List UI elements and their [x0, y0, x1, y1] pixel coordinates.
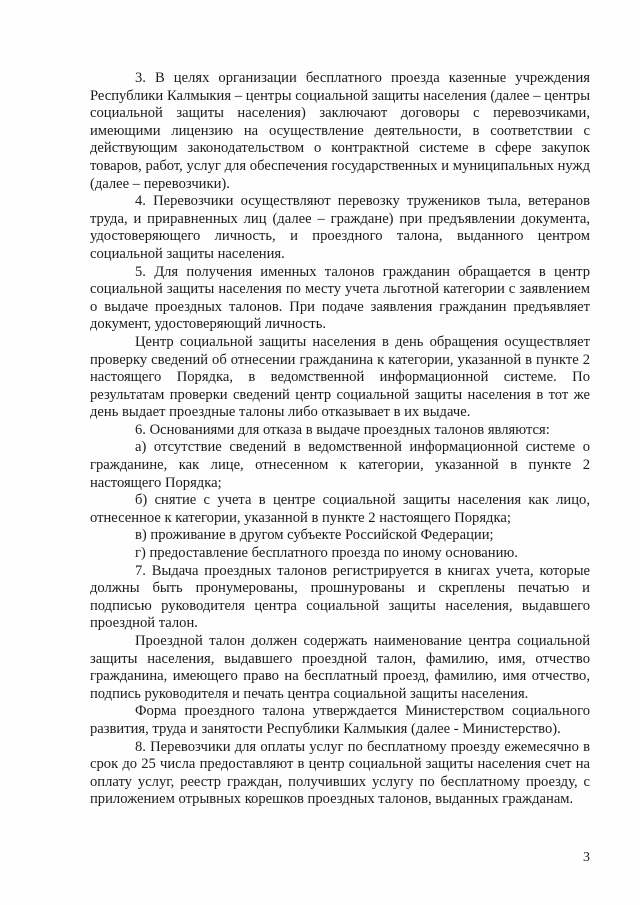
paragraph-3: 3. В целях организации бесплатного проезда казенные учреждения Республики Калмыкия – центры социальной защиты населения (далее – центры социальной защиты населения) заключают договоры с перевозчиками, имеющими лицензию на осуществление деятельности, в соответствии с действующим законодательством о контрактной системе в сфере закупок товаров, работ, услуг для обеспечения государственных и муниципальных нужд (далее – перевозчики).: [90, 70, 590, 192]
paragraph-7: 7. Выдача проездных талонов регистрируется в книгах учета, которые должны быть пронумерованы, прошнурованы и скреплены печатью и подписью руководителя центра социальной защиты населения, выдавшего проездной талон.: [90, 562, 590, 632]
paragraph-5-check: Центр социальной защиты населения в день обращения осуществляет проверку сведений об отнесении гражданина к категории, указанной в пункте 2 настоящего Порядка, в ведомственной информационной системе. По результатам проверки сведений центр социальной защиты населения в тот же день выдает проездные талоны либо отказывает в их выдаче.: [90, 333, 590, 421]
page-number: 3: [583, 850, 590, 865]
paragraph-6v: в) проживание в другом субъекте Российской Федерации;: [135, 527, 494, 544]
paragraph-7-content: Проездной талон должен содержать наименование центра социальной защиты населения, выдавшего проездной талон, фамилию, имя, отчество гражданина, имеющего право на бесплатный проезд, фамилию, имя отчество, подпись руководителя и печать центра социальной защиты населения.: [90, 633, 590, 702]
paragraph-5: 5. Для получения именных талонов гражданин обращается в центр социальной защиты населения по месту учета льготной категории с заявлением о выдаче проездных талонов. При подаче заявления гражданин предъявляет документ, удостоверяющий личность.: [90, 263, 590, 333]
paragraph-6: 6. Основаниями для отказа в выдаче проездных талонов являются:: [135, 421, 550, 438]
paragraph-6a: а) отсутствие сведений в ведомственной информационной системе о гражданине, как лице, отнесенном к категории, указанной в пункте 2 настоящего Порядка;: [90, 439, 590, 491]
paragraph-6g: г) предоставление бесплатного проезда по иному основанию.: [135, 545, 518, 562]
paragraph-8: 8. Перевозчики для оплаты услуг по бесплатному проезду ежемесячно в срок до 25 числа предоставляют в центр социальной защиты населения счет на оплату услуг, реестр граждан, получивших услугу по бесплатному проезду, с приложением отрывных корешков проездных талонов, выданных гражданам.: [90, 738, 590, 808]
paragraph-4: 4. Перевозчики осуществляют перевозку тружеников тыла, ветеранов труда, и приравненных лиц (далее – граждане) при предъявлении документа, удостоверяющего личность, и проездного талона, выданного центром социальной защиты населения.: [90, 193, 590, 262]
paragraph-6b: б) снятие с учета в центре социальной защиты населения как лицо, отнесенное к категории, указанной в пункте 2 настоящего Порядка;: [90, 492, 590, 526]
body-text: [90, 70, 590, 809]
paragraph-7-form: Форма проездного талона утверждается Министерством социального развития, труда и занятости Республики Калмыкия (далее - Министерство).: [90, 703, 590, 737]
